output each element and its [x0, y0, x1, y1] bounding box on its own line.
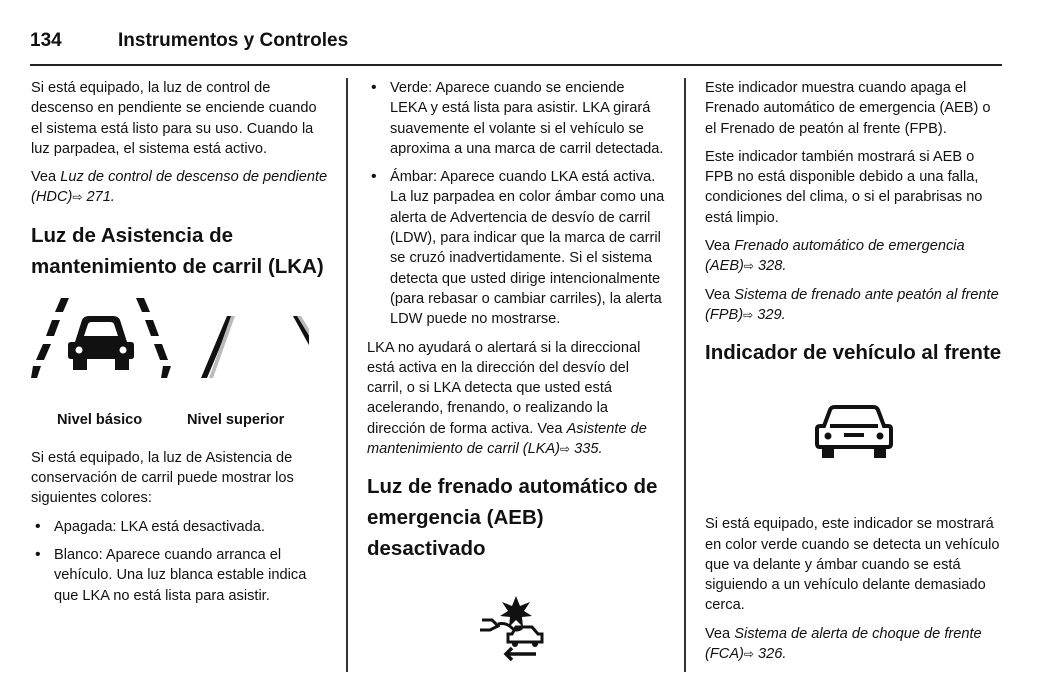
list-item: • Apagada: LKA está desactivada.: [31, 517, 331, 537]
paragraph: LKA no ayudará o alertará si la direccional está activa en la dirección del desvío del carril, o si LKA detecta que usted está acelerando, frenando, o realizando la dirección de forma activa. Vea Asistente de mantenimiento de carril (LKA)⇨ 335.: [367, 339, 647, 458]
cross-reference: Vea Sistema de alerta de choque de frente (FCA)⇨ 326.: [705, 625, 982, 663]
vehicle-ahead-figure: [705, 384, 1003, 514]
lka-figure: [31, 298, 331, 448]
column-1: [31, 78, 331, 614]
paragraph: Si está equipado, la luz de Asistencia de conservación de carril puede mostrar los siguientes colores:: [31, 449, 294, 507]
cross-reference: Vea Luz de control de descenso de pendiente (HDC)⇨ 271.: [31, 169, 328, 206]
page-header: [30, 30, 1002, 66]
reference-page: 328.: [753, 258, 787, 275]
reference-title: Luz de control de descenso de pendiente (HDC): [31, 169, 328, 206]
bullet-list: [367, 78, 665, 330]
aeb-figure: [367, 580, 665, 686]
column-3: [705, 78, 1003, 672]
paragraph: Este indicador también mostrará si AEB o FPB no está disponible debido a una falla, condiciones del clima, o si el parabrisas no está limpio.: [705, 148, 983, 226]
reference-page: 329.: [753, 306, 786, 323]
section-heading: Indicador de vehículo al frente: [705, 341, 1002, 365]
section-heading: Luz de frenado automático de emergencia (AEB) desactivado: [367, 475, 658, 561]
reference-title: Frenado automático de emergencia (AEB): [705, 238, 965, 275]
list-item: • Ámbar: Aparece cuando LKA está activa. La luz parpadea en color ámbar como una alerta de Advertencia de desvío de carril (LDW), para indicar que la marca de carril se cruzó inadvertidamente. Si el sistema detecta que usted dirige intencionalmente (para rebasar o cambiar carriles), la alerta LDW puede no mostrarse.: [367, 167, 665, 329]
paragraph: Este indicador muestra cuando apaga el Frenado automático de emergencia (AEB) o el Frenado de peatón al frente (FPB).: [705, 80, 991, 137]
page-number: 134: [30, 30, 62, 51]
caption-basic: Nivel básico: [57, 411, 143, 428]
reference-page: 271.: [82, 189, 115, 206]
arrow-icon: ⇨: [743, 259, 754, 274]
column-2: [367, 78, 665, 686]
bullet-list: [31, 517, 331, 606]
section-title: Instrumentos y Controles: [118, 30, 349, 51]
reference-page: 335.: [570, 441, 603, 458]
caption-superior: Nivel superior: [187, 411, 285, 428]
column-divider: [346, 78, 348, 672]
column-divider: [684, 78, 686, 672]
arrow-icon: ⇨: [743, 647, 754, 662]
arrow-icon: ⇨: [72, 190, 83, 205]
arrow-icon: ⇨: [560, 442, 571, 457]
list-item: • Blanco: Aparece cuando arranca el vehículo. Una luz blanca estable indica que LKA no está lista para asistir.: [31, 545, 331, 606]
reference-title: Asistente de mantenimiento de carril (LKA): [367, 420, 647, 458]
aeb-off-icon: [476, 594, 556, 664]
vehicle-ahead-icon: [814, 404, 894, 460]
section-heading: Luz de Asistencia de mantenimiento de carril (LKA): [31, 223, 324, 278]
paragraph: Si está equipado, este indicador se mostrará en color verde cuando se detecta un vehículo que va delante y ámbar cuando se está siguiendo a un vehículo delante demasiado cerca.: [705, 516, 1000, 614]
paragraph: Si está equipado, la luz de control de descenso en pendiente se enciende cuando el sistema está listo para su uso. Cuando la luz parpadea, el sistema está activo.: [31, 80, 317, 157]
reference-title: Sistema de frenado ante peatón al frente (FPB): [705, 286, 999, 323]
arrow-icon: ⇨: [743, 307, 754, 322]
reference-page: 326.: [753, 646, 787, 663]
list-item: • Verde: Aparece cuando se enciende LEKA y está lista para asistir. LKA girará suavemente el volante si el vehículo se aproxima a una marca de carril detectada.: [367, 78, 665, 159]
reference-title: Sistema de alerta de choque de frente (FCA): [705, 625, 982, 663]
lka-superior-icon: [169, 298, 309, 398]
cross-reference: Vea Frenado automático de emergencia (AEB)⇨ 328.: [705, 238, 965, 275]
cross-reference: Vea Sistema de frenado ante peatón al frente (FPB)⇨ 329.: [705, 286, 999, 323]
